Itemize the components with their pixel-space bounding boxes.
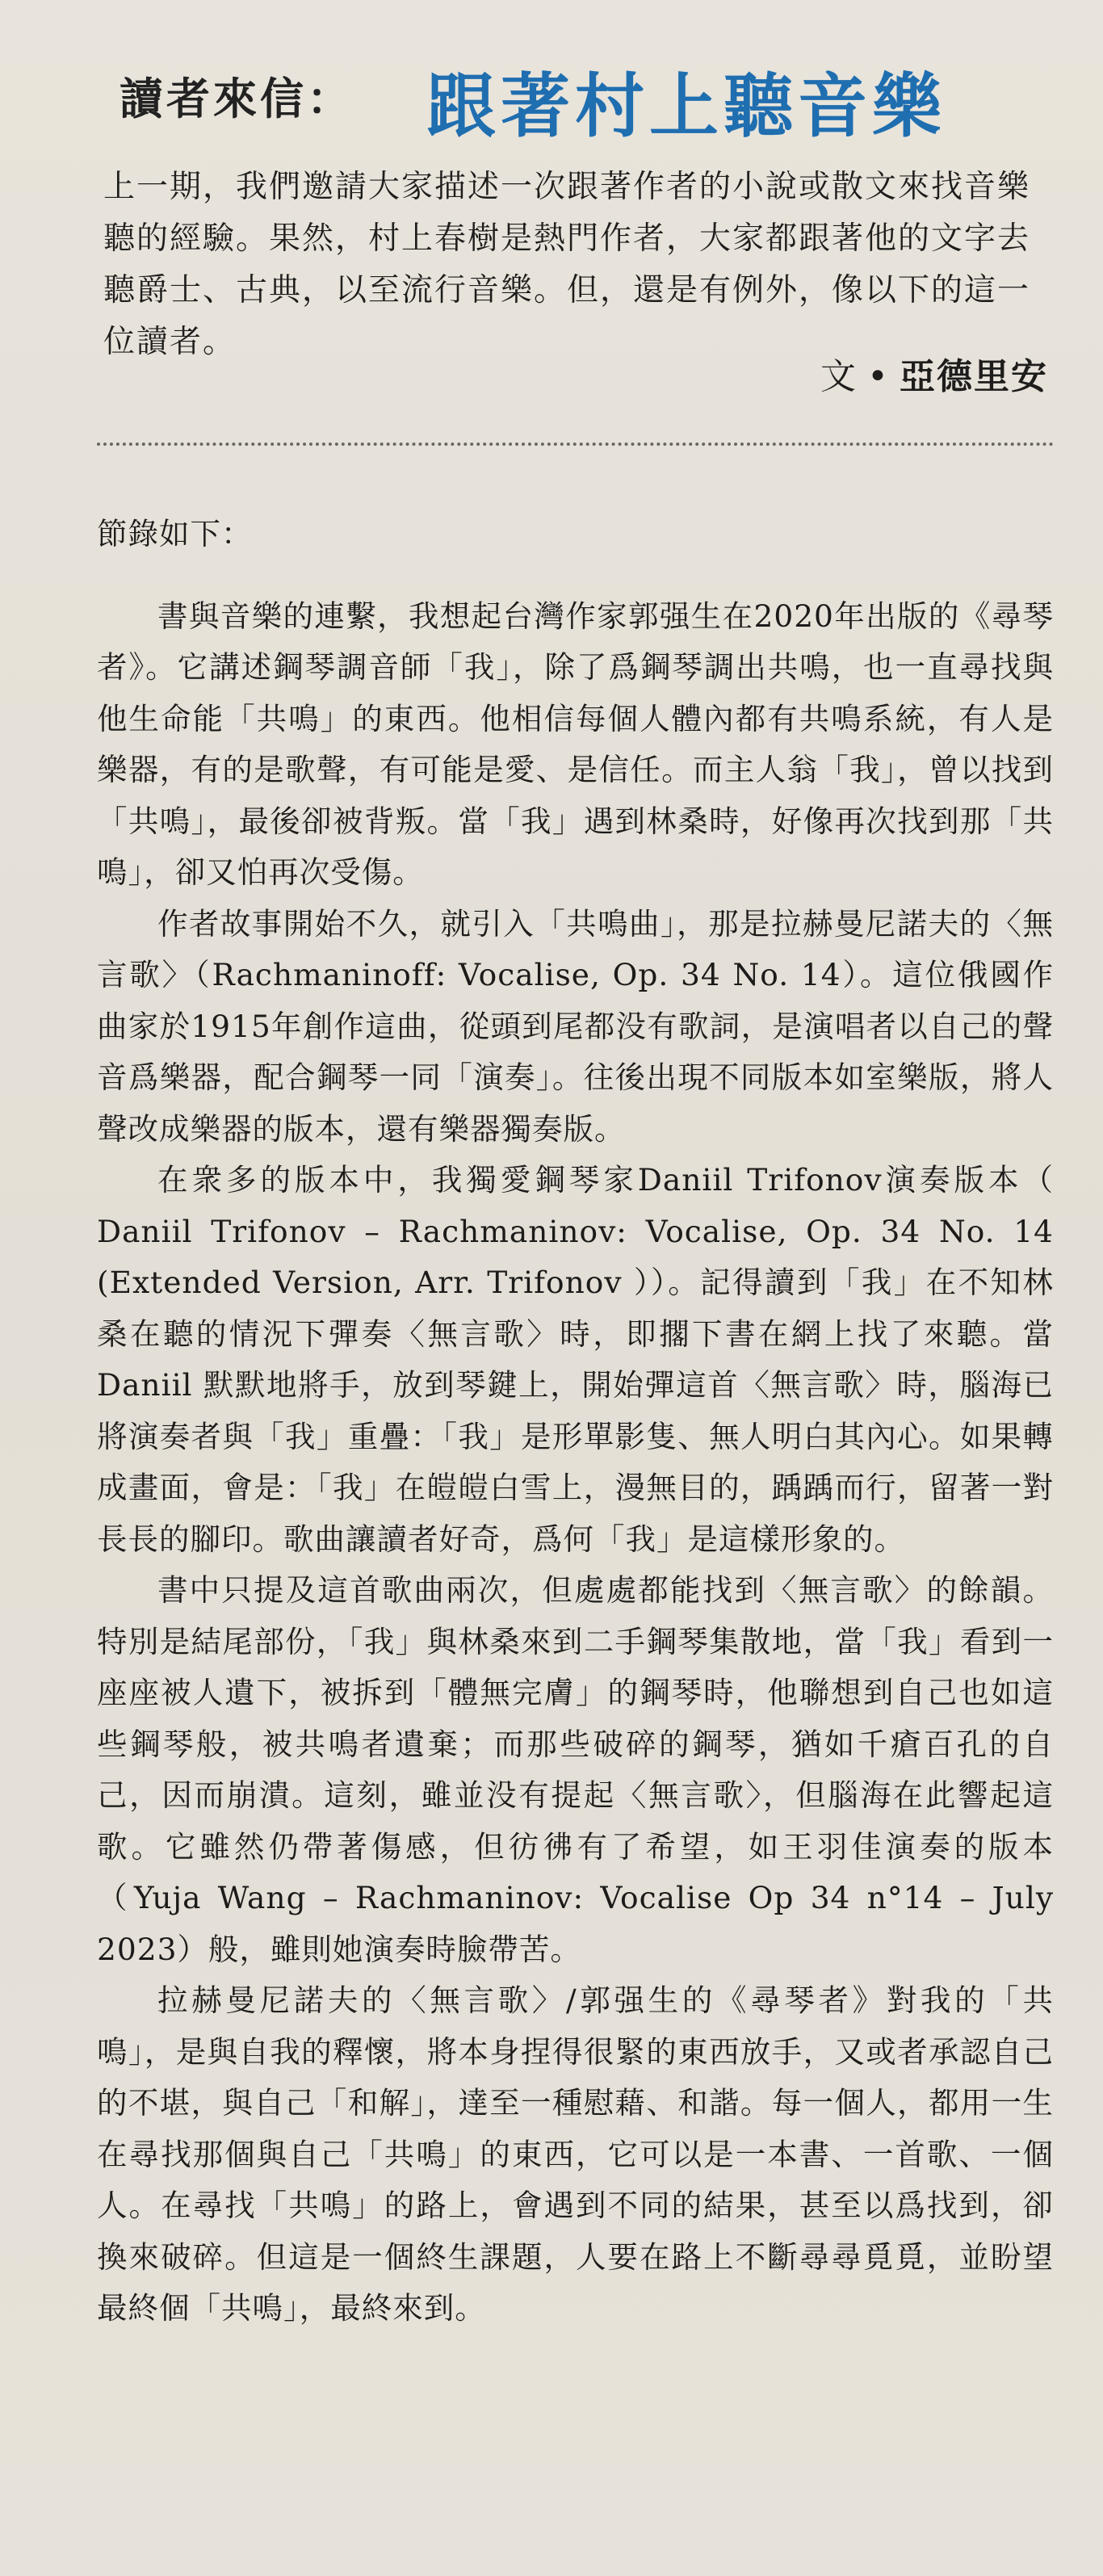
article-header (0, 31, 1103, 152)
article-body (97, 509, 1054, 2335)
body-paragraph: 拉赫曼尼諾夫的〈無言歌〉/郭强生的《尋琴者》對我的「共鳴」，是與自我的釋懷，將本身捏得很緊的東西放手，又或者承認自己的不堪，與自己「和解」，達至一種慰藉、和諧。每一個人，都用一生在尋找那個與自己「共鳴」的東西，它可以是一本書、一首歌、一個人。在尋找「共鳴」的路上，會遇到不同的結果，甚至以爲找到，卻換來破碎。但這是一個終生課題，人要在路上不斷尋尋覓覓，並盼望最終個「共鳴」，最終來到。 (97, 1982, 1054, 2326)
column-kicker: 讀者來信： (120, 73, 354, 124)
body-paragraph: 在衆多的版本中，我獨愛鋼琴家Daniil Trifonov演奏版本（ Daniil Trifonov – Rachmaninov: Vocalise, Op. 34 No. 14 (Extended Version, Arr. Trifonov ））。記得讀到「我」在不知林桑在聽的情況下彈奏〈無言歌〉時，即擱下書在網上找了來聽。當Daniil 默默地將手，放到琴鍵上，開始彈這首〈無言歌〉時，腦海已將演奏者與「我」重疊：「我」是形單影隻、無人明白其內心。如果轉成畫面，會是：「我」在皚皚白雪上，漫無目的，踽踽而行，留著一對長長的腳印。歌曲讓讀者好奇，爲何「我」是這樣形象的。 (97, 1162, 1054, 1557)
body-paragraph: 書中只提及這首歌曲兩次，但處處都能找到〈無言歌〉的餘韻。特別是結尾部份，「我」與林桑來到二手鋼琴集散地，當「我」看到一座座被人遺下，被拆到「體無完膚」的鋼琴時，他聯想到自己也如這些鋼琴般，被共鳴者遺棄；而那些破碎的鋼琴，猶如千瘡百孔的自己，因而崩潰。這刻，雖並没有提起〈無言歌〉，但腦海在此響起這歌。它雖然仍帶著傷感，但彷彿有了希望，如王羽佳演奏的版本（Yuja Wang – Rachmaninov: Vocalise Op 34 n°14 – July 2023）般，雖則她演奏時臉帶苦。 (97, 1572, 1054, 1967)
byline (820, 347, 1048, 399)
body-paragraph: 書與音樂的連繫，我想起台灣作家郭强生在2020年出版的《尋琴者》。它講述鋼琴調音師「我」，除了爲鋼琴調出共鳴，也一直尋找與他生命能「共鳴」的東西。他相信每個人體內都有共鳴系統，有人是樂器，有的是歌聲，有可能是愛、是信任。而主人翁「我」，曾以找到「共鳴」，最後卻被背叛。當「我」遇到林桑時，好像再次找到那「共鳴」，卻又怕再次受傷。 (97, 598, 1054, 890)
article-intro (103, 162, 1048, 368)
byline-prefix: 文 • (820, 356, 888, 397)
dotted-divider (97, 443, 1054, 446)
excerpt-label: 節錄如下： (97, 516, 253, 552)
byline-author: 亞德里安 (900, 356, 1048, 397)
intro-text: 上一期，我們邀請大家描述一次跟著作者的小說或散文來找音樂聽的經驗。果然，村上春樹是熱門作者，大家都跟著他的文字去聽爵士、古典，以至流行音樂。但，還是有例外，像以下的這一位讀者。 (103, 169, 1031, 360)
body-paragraph: 作者故事開始不久，就引入「共鳴曲」，那是拉赫曼尼諾夫的〈無言歌〉（Rachmaninoff: Vocalise, Op. 34 No. 14）。這位俄國作曲家於1915年創作這曲，從頭到尾都没有歌詞，是演唱者以自己的聲音爲樂器，配合鋼琴一同「演奏」。往後出現不同版本如室樂版，將人聲改成樂器的版本，還有樂器獨奏版。 (97, 905, 1054, 1147)
article-headline: 跟著村上聽音樂 (426, 65, 946, 147)
